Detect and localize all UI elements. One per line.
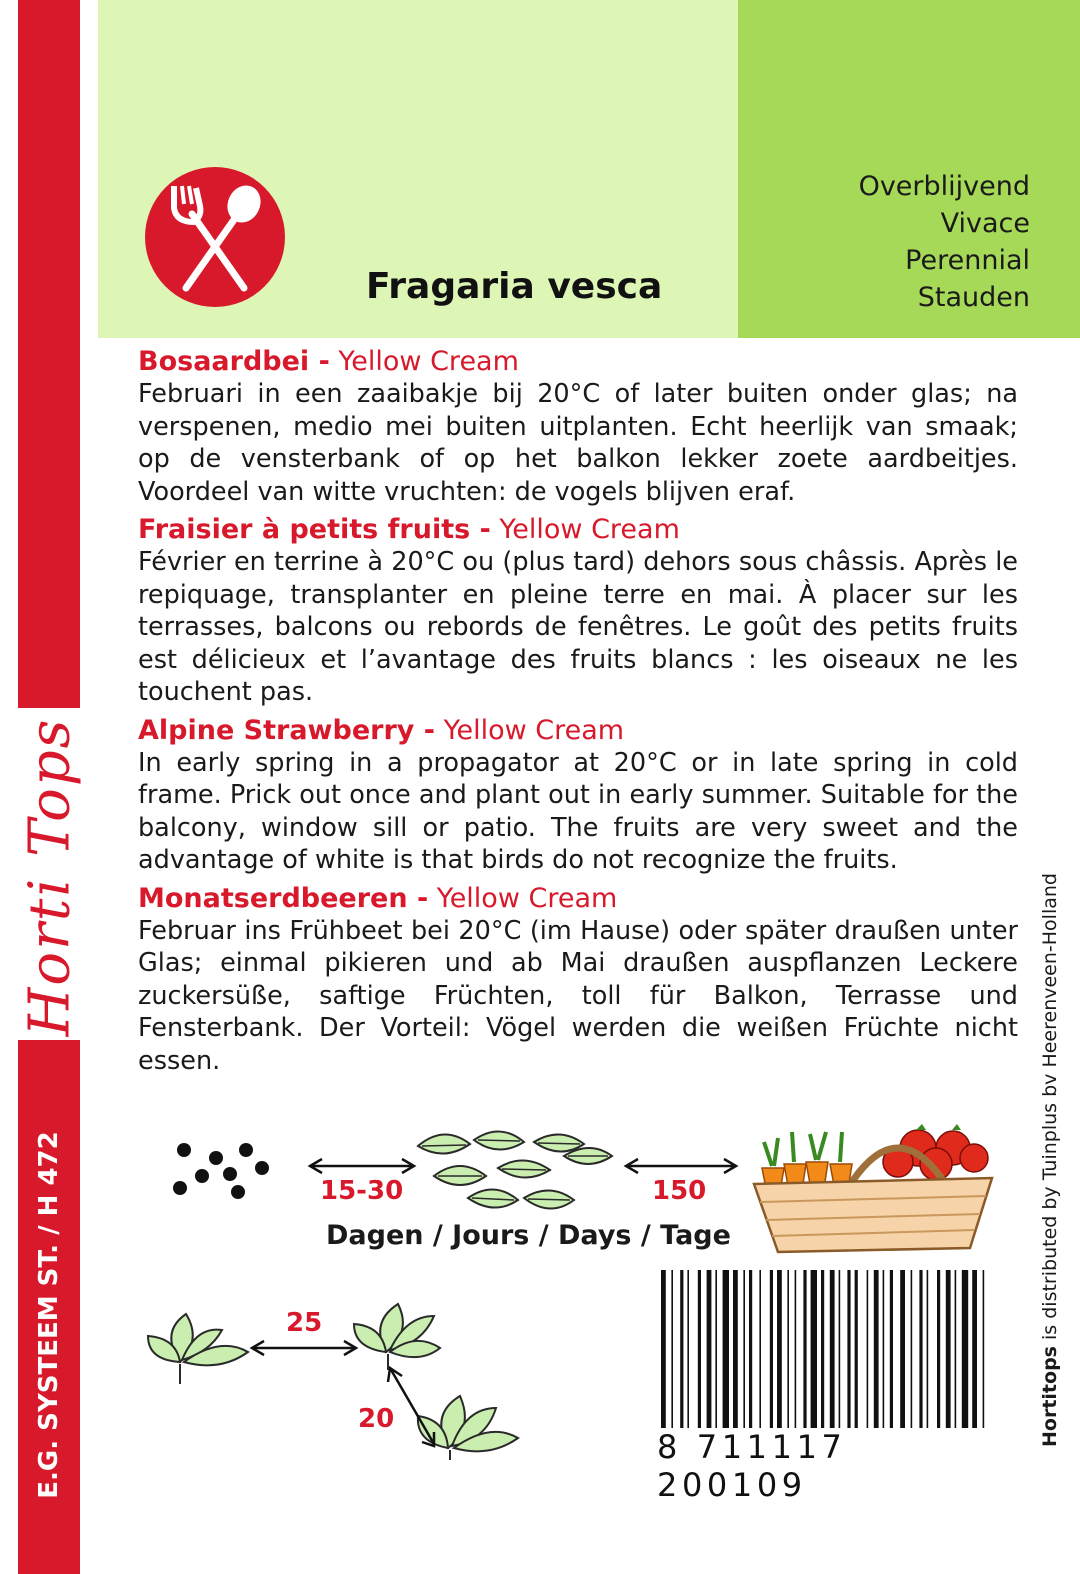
section-heading xyxy=(138,346,1018,378)
brand-name: Horti Tops xyxy=(17,717,83,1037)
section-text: Februar ins Frühbeet bei 20°C (im Hause) oder später draußen unter Glas; einmal pikieren und ab Mai draußen auspflanzen Leckere zuckersüße, saftige Früchten, toll für Balkon, Terrasse und Fensterbank. Der Vorteil: Vögel werden die weißen Früchte nicht essen. xyxy=(138,915,1018,1076)
harvest-arrow xyxy=(622,1156,740,1176)
season-nl: Overblijvend xyxy=(858,171,1030,202)
seeds-icon xyxy=(170,1138,274,1202)
harvest-basket-icon xyxy=(748,1118,998,1258)
edition-wrap xyxy=(18,1080,80,1550)
section-variety: Yellow Cream xyxy=(329,346,519,377)
section-name: Fraisier à petits fruits - xyxy=(138,514,491,545)
section-variety: Yellow Cream xyxy=(434,714,625,746)
salad-servers-icon xyxy=(144,166,286,308)
brand-logo xyxy=(10,717,90,1037)
section-text: Februari in een zaaibakje bij 20°C of later buiten onder glas; na verspenen, medio mei buiten uitplanten. Echt heerlijk van smaak; op de vensterbank of op het balkon lekker zoete aardbeitjes. Voordeel van witte vruchten: de vogels blijven eraf. xyxy=(138,379,1018,507)
season-list xyxy=(859,168,1030,316)
germination-arrow xyxy=(306,1156,418,1176)
section-heading xyxy=(138,883,1018,915)
section-variety: Yellow Cream xyxy=(428,882,618,914)
section-text: In early spring in a propagator at 20°C or in late spring in cold frame. Prick out once and plant out in early summer. Suitable for the balcony, window sill or patio. The fruits are very sweet and the advantage of white is that birds do not recognize the fruits. xyxy=(138,747,1018,875)
latin-name: Fragaria vesca xyxy=(366,266,663,307)
days-label: Dagen / Jours / Days / Tage xyxy=(326,1220,731,1251)
distributor-note xyxy=(1028,858,1072,1462)
season-en: Perennial xyxy=(905,245,1030,276)
section-heading xyxy=(138,715,1018,747)
section-variety: Yellow Cream xyxy=(490,514,680,545)
plant-spacing-icon xyxy=(140,1252,540,1462)
season-fr: Vivace xyxy=(940,208,1030,239)
section-text: Février en terrine à 20°C ou (plus tard) dehors sous châssis. Après le repiquage, transplanter en pleine terre en mai. À placer sur les terrasses, balcons ou rebords de fenêtres. Le goût des petits fruits est délicieux et l’avantage des fruits blancs : les oiseaux ne les touchent pas. xyxy=(138,547,1018,707)
harvest-days: 150 xyxy=(652,1176,707,1206)
edition-code: E.G. SYSTEEM ST. / H 472 xyxy=(34,1131,64,1499)
plant-spacing: 25 xyxy=(286,1308,323,1338)
left-red-strip-top xyxy=(18,0,80,708)
section-name: Monatserdbeeren - xyxy=(138,882,429,914)
section-name: Bosaardbei - xyxy=(138,346,330,377)
section-fr xyxy=(138,514,1018,709)
barcode-digits: 8 711117 200109 xyxy=(655,1428,992,1504)
section-de xyxy=(138,883,1018,1078)
distributor-text xyxy=(1039,873,1061,1447)
section-nl xyxy=(138,346,1018,508)
distributor-rest: is distributed by Tuinplus bv Heerenveen-Holland xyxy=(1039,873,1061,1347)
section-en xyxy=(138,715,1018,877)
season-de: Stauden xyxy=(917,282,1030,313)
row-spacing: 20 xyxy=(358,1404,395,1434)
seedlings-icon xyxy=(414,1126,614,1222)
distributor-brand: Hortitops xyxy=(1039,1346,1061,1447)
germination-days: 15-30 xyxy=(320,1176,404,1206)
section-heading xyxy=(138,514,1018,546)
description-sections xyxy=(138,346,1018,1083)
section-name: Alpine Strawberry - xyxy=(138,714,435,746)
